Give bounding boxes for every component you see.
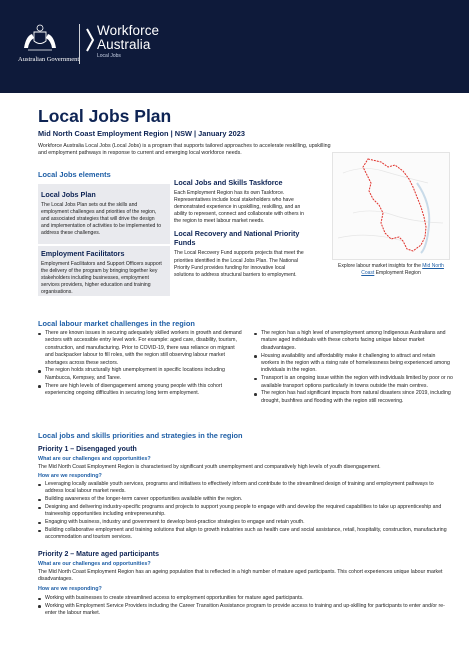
list-item: Designing and delivering industry-specific programs and projects to support young people to engage with and develop the required capabilities to take up apprenticeship and traineeship opportunities including entrepreneurship. [38,504,452,519]
list-item: The region has a high level of unemployment among Indigenous Australians and mature aged individuals with these cohorts facing unique labour market disadvantages. [254,330,454,352]
map-caption-suffix: Employment Region [375,269,421,276]
local-jobs-plan-title: Local Jobs Plan [41,190,96,199]
brand-sub: Local Jobs [97,53,121,59]
list-item: Working with businesses to create streamlined access to employment opportunities for mature aged participants. [38,595,452,602]
local-jobs-plan-text: The Local Jobs Plan sets out the skills and employment challenges and priorities of the region, and associated strategies that will drive the design and implementation of activities to be implemented to address these challenges. [41,202,162,237]
list-item: Transport is an ongoing issue within the region with individuals limited by poor or no available transport options particularly in towns outside the main centres. [254,375,454,390]
list-item: Engaging with business, industry and government to develop best-practice strategies to engage and retain youth. [38,519,452,526]
priority-1-list [38,481,452,542]
coat-of-arms-icon [20,22,60,52]
employment-facilitators-title: Employment Facilitators [41,249,125,258]
brand-line-2: Australia [97,37,151,52]
recovery-fund-text: The Local Recovery Fund supports projects that meet the priorities identified in the Local Jobs Plan. The National Priority Fund provides funding for innovative local solutions to address structural barriers to employment. [174,250,304,278]
employment-facilitators-text: Employment Facilitators and Support Officers support the delivery of the program by bringing together key stakeholders including businesses, employment services providers, higher education and training organisations. [41,261,162,296]
map-caption-prefix: Explore labour market insights for the [338,263,421,269]
map-caption [332,263,450,276]
priority-2-title: Priority 2 – Mature aged participants [38,551,159,558]
region-boundary [363,159,426,251]
recovery-fund-title: Local Recovery and National Priority Funds [174,229,300,248]
priority-2-q2: How are we responding? [38,586,102,592]
priority-1-text: The Mid North Coast Employment Region is characterised by significant youth unemployment and comparatively high levels of youth disengagement. [38,464,381,470]
priority-1-title: Priority 1 – Disengaged youth [38,446,137,453]
taskforce-title: Local Jobs and Skills Taskforce [174,178,283,187]
challenges-list-right [254,330,454,406]
brand-line-1: Workforce [97,23,160,38]
elements-right-column [174,178,306,279]
page-subtitle: Mid North Coast Employment Region | NSW | January 2023 [38,129,246,138]
list-item: Building awareness of the longer-term career opportunities available within the region. [38,496,452,503]
priority-2-q1: What are our challenges and opportunities? [38,561,151,567]
list-item: Leveraging locally available youth services, programs and initiatives to effectively inform and contribute to the streamlined design of training and employment pathways to address local labour market needs. [38,481,452,496]
priority-1-q1: What are our challenges and opportunities? [38,456,151,462]
elements-heading: Local Jobs elements [38,170,111,179]
priority-1-q2: How are we responding? [38,473,102,479]
page-title: Local Jobs Plan [38,106,172,126]
list-item: The region holds structurally high unemployment in specific locations including Nambucca, Kempsey, and Taree. [38,367,244,382]
workforce-australia-logo-icon [85,27,95,53]
list-item: Housing availability and affordability make it challenging to attract and retain workers in the region with a rising rate of homelessness being experienced among individuals in the region. [254,353,454,375]
list-item: The region has had significant impacts from natural disasters since 2019, including drought, bushfires and flooding with the region still recovering. [254,390,454,405]
priority-2-text: The Mid North Coast Employment Region has an ageing population that is reflected in a high number of mature aged participants. This cohort experiences unique labour market disadvantages. [38,569,443,583]
map-caption-link[interactable]: Mid North Coast [361,263,444,276]
list-item: Building collaborative employment and training solutions that align to growth industries such as health care and social assistance, retail, hospitality, construction, manufacturing accommodation and tourism services. [38,527,452,542]
list-item: There are high levels of disengagement among young people with this cohort experiencing ongoing difficulties in securing long term employment. [38,383,244,398]
region-map-svg [333,153,449,259]
employment-facilitators-panel [38,246,170,296]
local-jobs-plan-panel [38,184,170,244]
intro-paragraph: Workforce Australia Local Jobs (Local Jobs) is a program that supports tailored approaches to accelerate reskilling, upskilling and employment pathways in response to current and emerging local workforce needs. [38,143,331,157]
taskforce-text: Each Employment Region has its own Taskforce. Representatives include local stakeholders who have demonstrated experience in upskilling, reskilling, and an ability to represent, connect and collaborate with others in the region to meet labour market needs. [174,190,304,225]
gov-name: Australian Government [18,56,80,63]
region-map [332,152,450,260]
challenges-heading: Local labour market challenges in the region [38,319,195,328]
priorities-heading: Local jobs and skills priorities and strategies in the region [38,431,243,440]
header-divider [79,24,80,64]
challenges-list-left [38,330,244,398]
list-item: There are known issues in securing adequately skilled workers in growth and demand sectors with accessible entry level work. For example: aged care, disability, tourism, construction, and manufacturing. Prior to COVID-19, there was reliance on migrant and backpacker labour to fill roles, with the region still observing labour market shortages across these sectors. [38,330,244,367]
list-item: Working with Employment Service Providers including the Career Transition Assistance program to provide access to training and up-skilling for participants to enter and/or re-enter the labour market. [38,603,452,618]
brand-name [97,24,159,52]
header-banner [0,0,469,93]
priority-2-list [38,595,452,618]
